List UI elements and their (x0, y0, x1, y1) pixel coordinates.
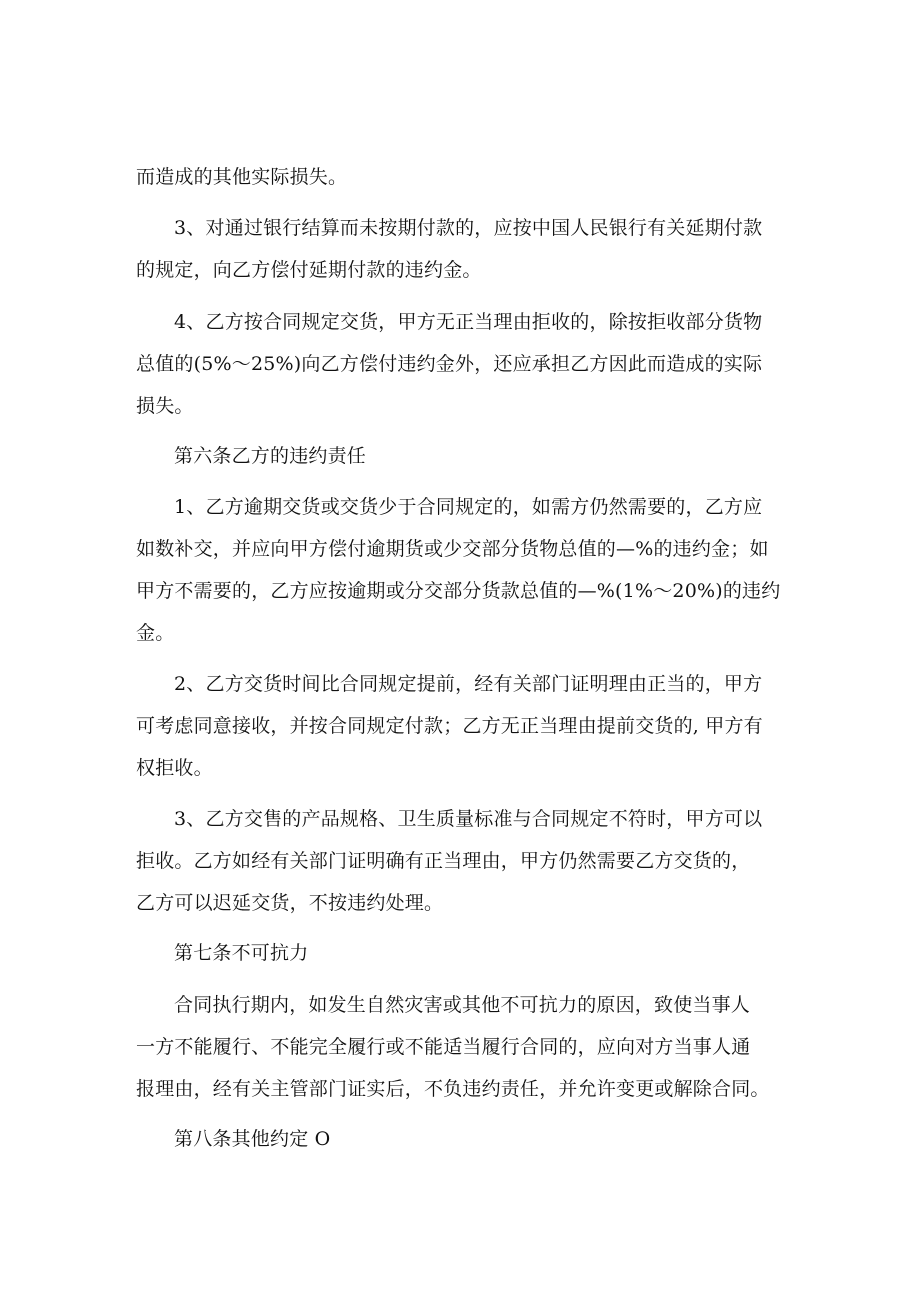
section-heading: 第六条乙方的违约责任 (174, 445, 367, 467)
text-line: 金。 (136, 622, 175, 644)
text-line: 如数补交，并应向甲方偿付逾期货或少交部分货物总值的—%的违约金；如 (136, 538, 769, 560)
text-line: 损失。 (136, 395, 194, 417)
text-line: 权拒收。 (136, 757, 213, 779)
text-line: 4、乙方按合同规定交货，甲方无正当理由拒收的，除按拒收部分货物 (174, 311, 763, 333)
text-line: 3、乙方交售的产品规格、卫生质量标准与合同规定不符时，甲方可以 (174, 808, 763, 830)
text-line: 合同执行期内，如发生自然灾害或其他不可抗力的原因，致使当事人 (174, 994, 751, 1016)
text-line: 总值的(5%～25%)向乙方偿付违约金外，还应承担乙方因此而造成的实际 (136, 353, 763, 375)
text-line: 报理由，经有关主管部门证实后，不负违约责任，并允许变更或解除合同。 (136, 1078, 770, 1100)
text-line: 可考虑同意接收，并按合同规定付款；乙方无正当理由提前交货的, 甲方有 (136, 715, 763, 737)
text-line: 而造成的其他实际损失。 (136, 166, 348, 188)
text-line: 3、对通过银行结算而未按期付款的，应按中国人民银行有关延期付款 (174, 217, 763, 239)
section-heading: 第七条不可抗力 (174, 942, 309, 964)
text-line: 2、乙方交货时间比合同规定提前，经有关部门证明理由正当的，甲方 (174, 673, 763, 695)
text-line: 乙方可以迟延交货，不按违约处理。 (136, 892, 444, 914)
text-line: 拒收。乙方如经有关部门证明确有正当理由，甲方仍然需要乙方交货的， (136, 850, 751, 872)
text-line: 的规定，向乙方偿付延期付款的违约金。 (136, 259, 482, 281)
section-heading: 第八条其他约定 O (174, 1128, 331, 1150)
text-line: 一方不能履行、不能完全履行或不能适当履行合同的，应向对方当事人通 (136, 1036, 751, 1058)
text-line: 甲方不需要的，乙方应按逾期或分交部分货款总值的—%(1%～20%)的违约 (136, 580, 781, 602)
text-line: 1、乙方逾期交货或交货少于合同规定的，如需方仍然需要的，乙方应 (174, 496, 763, 518)
